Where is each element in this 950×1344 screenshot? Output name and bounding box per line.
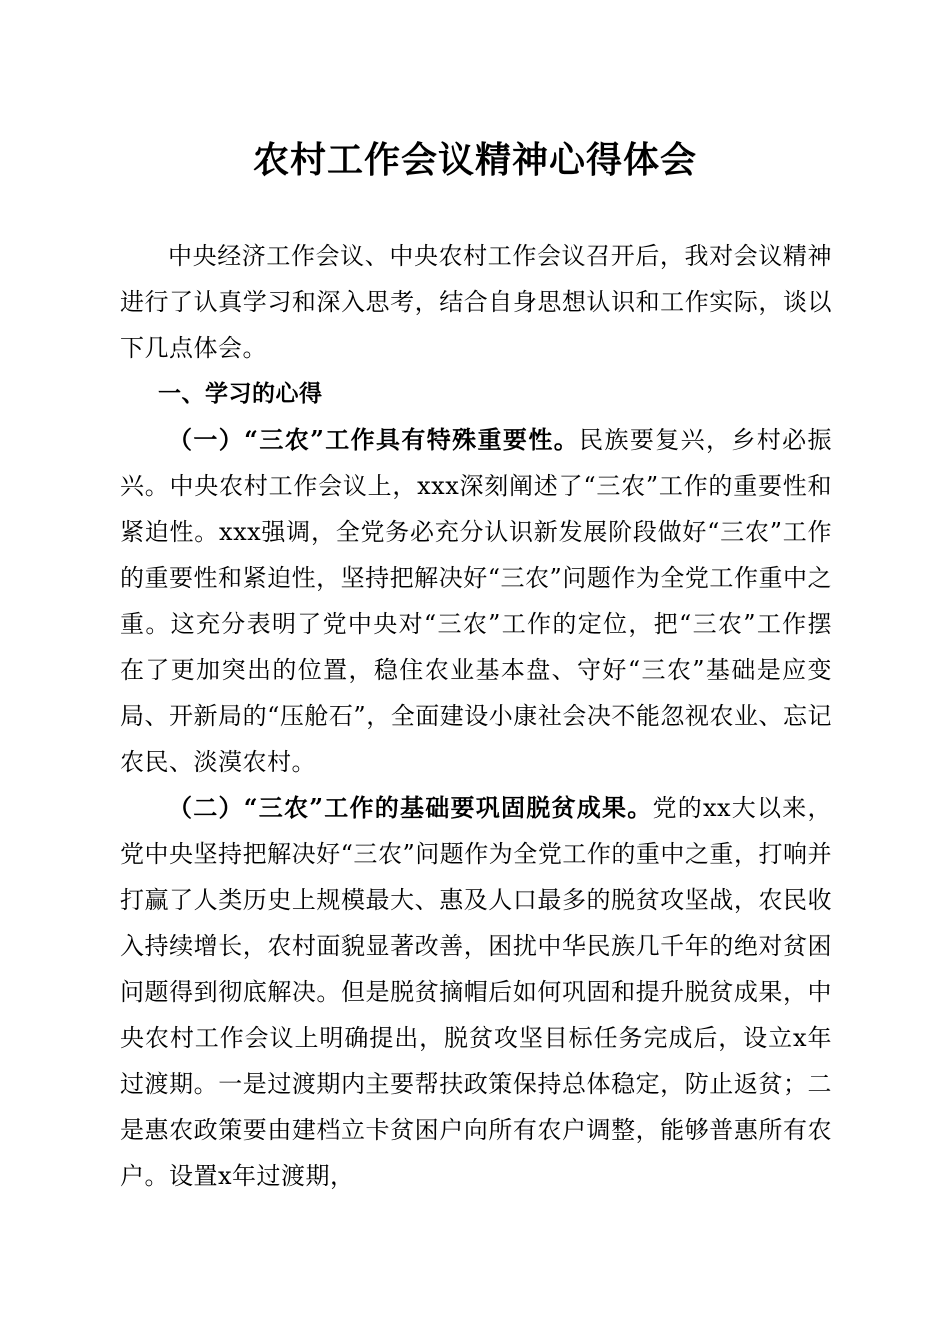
item-1-text: 民族要复兴，乡村必振兴。中央农村工作会议上，xxx深刻阐述了“三农”工作的重要性和紧迫性。xxx强调，全党务必充分认识新发展阶段做好“三农”工作的重要性和紧迫性，坚持把解决好“三农”问题作为全党工作重中之重。这充分表明了党中央对“三农”工作的定位，把“三农”工作摆在了更加突出的位置，稳住农业基本盘、守好“三农”基础是应变局、开新局的“压舱石”，全面建设小康社会决不能忽视农业、忘记农民、淡漠农村。 (120, 426, 833, 776)
item-2-text: 党的xx大以来，党中央坚持把解决好“三农”问题作为全党工作的重中之重，打响并打赢了人类历史上规模最大、惠及人口最多的脱贫攻坚战，农民收入持续增长，农村面貌显著改善，困扰中华民族几千年的绝对贫困问题得到彻底解决。但是脱贫摘帽后如何巩固和提升脱贫成果，中央农村工作会议上明确提出，脱贫攻坚目标任务完成后，设立x年过渡期。一是过渡期内主要帮扶政策保持总体稳定，防止返贫；二是惠农政策要由建档立卡贫困户向所有农户调整，能够普惠所有农户。设置x年过渡期， (120, 794, 832, 1190)
intro-paragraph: 中央经济工作会议、中央农村工作会议召开后，我对会议精神进行了认真学习和深入思考，结合自身思想认识和工作实际，谈以下几点体会。 (120, 242, 832, 362)
paragraph-item-2 (120, 785, 832, 1199)
paragraph-item-1 (120, 417, 832, 785)
item-1-lead: （一）“三农”工作具有特殊重要性。 (168, 425, 580, 454)
document-body (120, 233, 832, 1199)
item-2-lead: （二）“三农”工作的基础要巩固脱贫成果。 (168, 793, 653, 822)
document-title: 农村工作会议精神心得体会 (252, 139, 697, 181)
section-heading-learning: 一、学习的心得 (158, 381, 323, 407)
